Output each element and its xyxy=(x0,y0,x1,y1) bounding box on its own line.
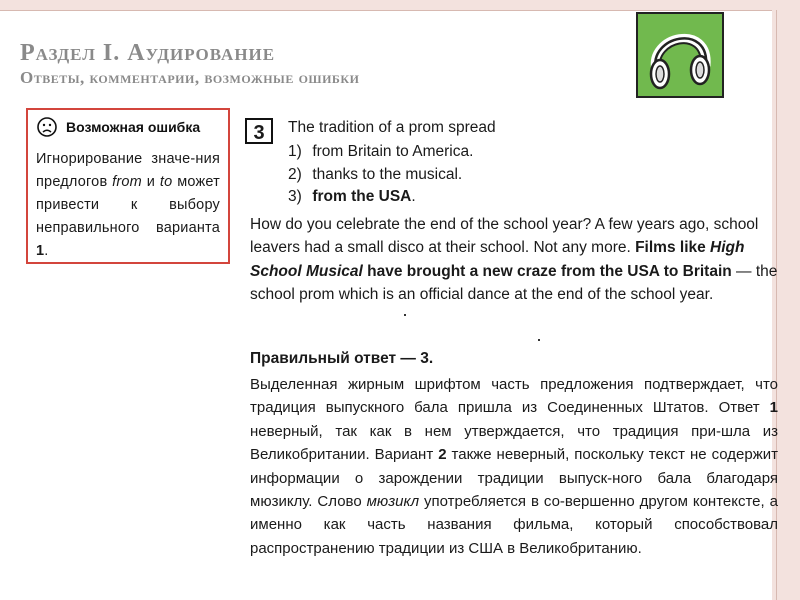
mistake-text-part: и xyxy=(141,174,160,190)
mistake-option-ref: 1 xyxy=(36,243,45,259)
question-stem: The tradition of a prom spread xyxy=(288,119,496,136)
explanation-word: мюзикл xyxy=(366,493,420,511)
question-number: 3 xyxy=(245,118,273,144)
mistake-text-part: может привести к выбору неправильного варианта xyxy=(36,174,220,236)
explanation-option-ref: 1 xyxy=(769,399,778,417)
explanation-option-ref: 2 xyxy=(438,446,447,464)
slide-frame-top-line xyxy=(0,10,777,11)
answer-explanation xyxy=(250,373,778,560)
passage-film-title: High School Musical xyxy=(250,239,745,280)
mistake-text-end: . xyxy=(44,243,49,259)
scan-dot xyxy=(404,314,406,316)
passage-text: How do you celebrate the end of the school year? A few years ago, school leavers had a small disco at their school. Not any more. xyxy=(250,216,759,257)
possible-mistake-box xyxy=(26,108,230,264)
headphones-clipart xyxy=(636,12,724,98)
explanation-text: Выделенная жирным шрифтом часть предложения подтверждает, что традиция выпускного бала пришла из Соединенных Штатов. Ответ xyxy=(250,376,778,417)
passage-bold: have brought a new craze from the USA to Britain xyxy=(362,262,732,280)
mistake-text-part: Игнорирование значе-ния предлогов xyxy=(36,151,220,190)
explanation-text: также неверный, поскольку текст не содержит информации о зарождении традиции выпуск-ного бала благодаря мюзиклу. Слово xyxy=(250,446,778,511)
answer-options xyxy=(288,141,473,209)
option-number: 2) xyxy=(288,165,302,183)
passage-text: — the school prom which is an official dance at the end of the school year. xyxy=(250,262,778,304)
headphones-icon xyxy=(638,14,722,96)
option-1 xyxy=(288,141,473,164)
section-subtitle: Ответы, комментарии, возможные ошибки xyxy=(20,68,360,87)
option-text: thanks to the musical. xyxy=(312,165,463,183)
slide-frame-top xyxy=(0,0,800,10)
option-2 xyxy=(288,164,473,187)
option-number: 3) xyxy=(288,188,302,205)
mistake-text xyxy=(36,148,220,263)
explanation-text: употребляется в со-вершенно другом контексте, а именно как часть названия фильма, который способствовал распространению традиции из США в Великобританию. xyxy=(250,493,778,557)
mistake-label: Возможная ошибка xyxy=(66,119,201,135)
explanation-text: неверный, так как в нем утверждается, что традиция при-шла из Великобритании. Вариант xyxy=(250,422,778,464)
option-text-end: . xyxy=(411,188,416,205)
passage-bold: Films like xyxy=(635,239,711,257)
option-3 xyxy=(288,186,473,209)
scan-dot xyxy=(538,339,540,341)
option-text: from Britain to America. xyxy=(312,143,474,160)
listening-passage xyxy=(250,213,778,307)
section-title: Раздел I. Аудирование xyxy=(20,40,276,66)
option-number: 1) xyxy=(288,143,302,160)
mistake-word-to: to xyxy=(159,174,173,190)
option-text-bold: from the USA xyxy=(312,188,412,205)
mistake-header xyxy=(36,116,220,138)
sad-face-icon xyxy=(36,116,58,138)
mistake-word-from: from xyxy=(112,174,142,190)
correct-answer-title: Правильный ответ — 3. xyxy=(250,350,434,367)
